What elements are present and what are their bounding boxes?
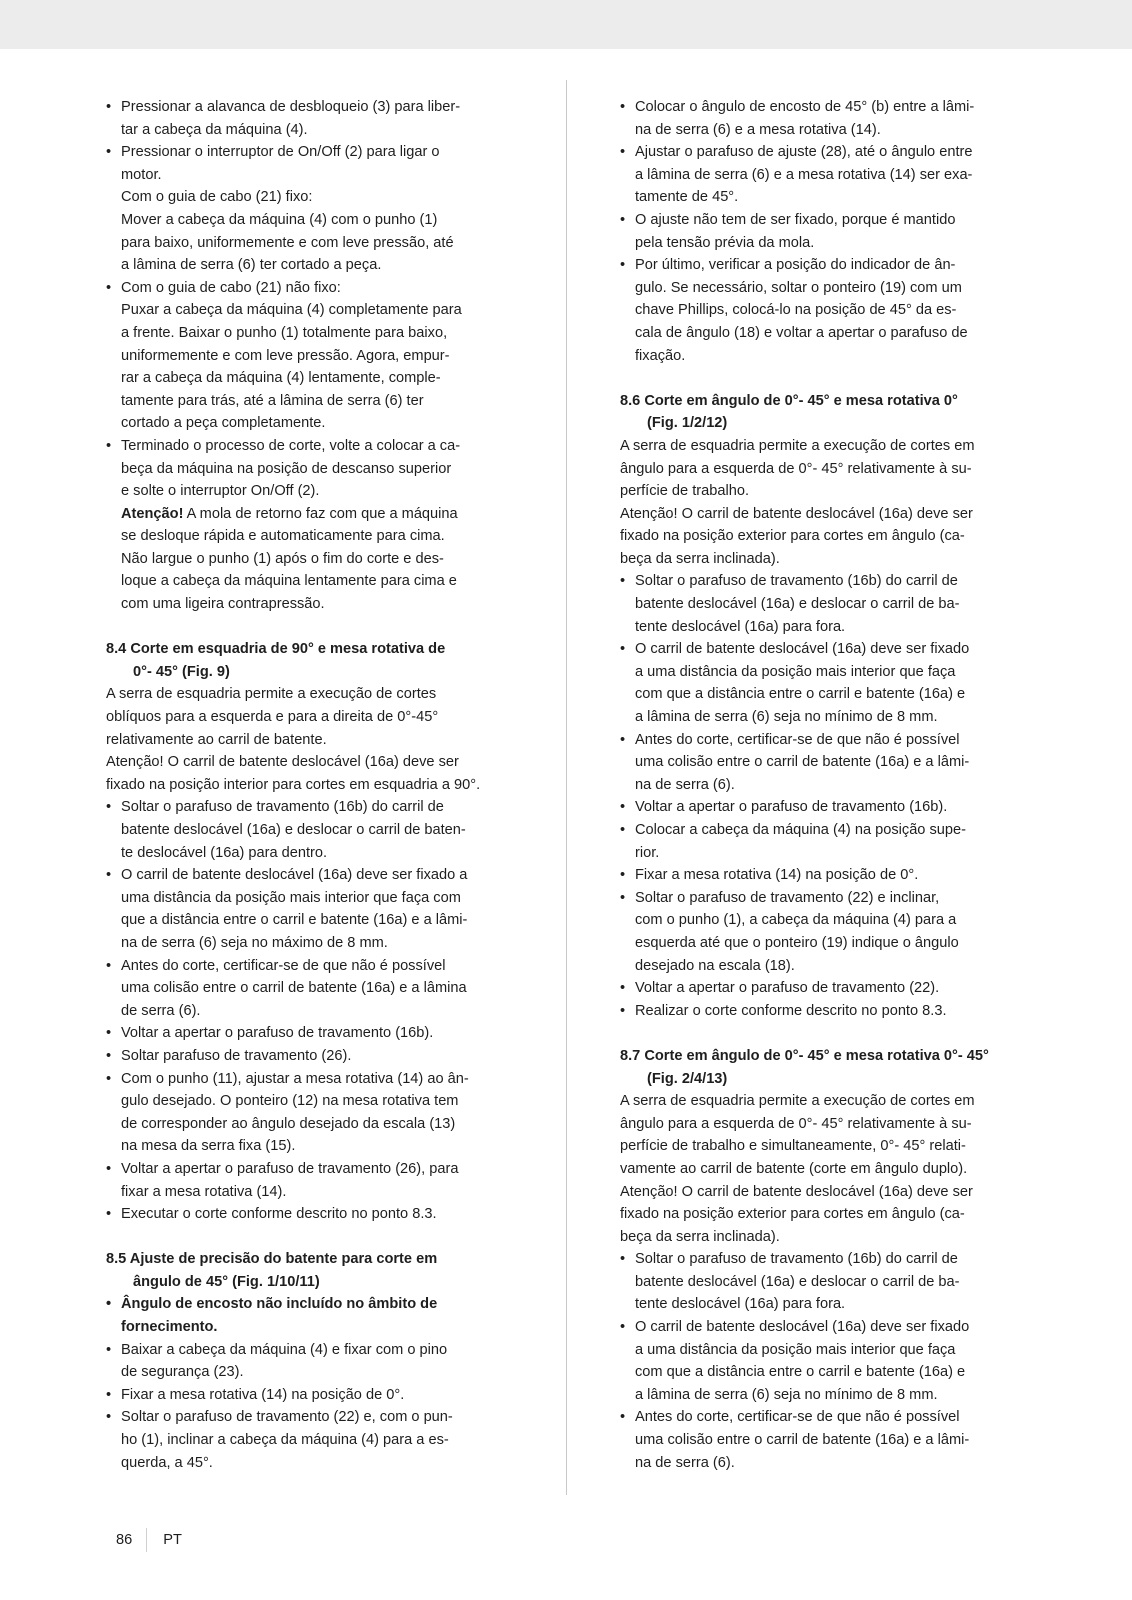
bullet-item: • Colocar o ângulo de encosto de 45° (b) entre a lâmi- [620, 96, 1030, 119]
section-heading: 8.5 Ajuste de precisão do batente para corte em [106, 1251, 438, 1268]
bullet-item: • Soltar parafuso de travamento (26). [106, 1045, 516, 1068]
bullet-item: • Executar o corte conforme descrito no ponto 8.3. [106, 1203, 516, 1226]
bullet-continuation: cortado a peça completamente. [121, 415, 326, 432]
bullet-continuation: gulo. Se necessário, soltar o ponteiro (19) com um [635, 279, 962, 296]
paragraph-line: beça da serra inclinada). [620, 550, 780, 567]
bullet-continuation: uma colisão entre o carril de batente (16a) e a lâmi- [635, 754, 970, 771]
bullet-continuation: gulo desejado. O ponteiro (12) na mesa rotativa tem [121, 1093, 459, 1110]
page-footer [116, 1528, 182, 1552]
section-heading-continuation: 0°- 45° (Fig. 9) [133, 663, 230, 680]
bullet-item: • O carril de batente deslocável (16a) deve ser fixado a [106, 864, 516, 887]
paragraph-line: A serra de esquadria permite a execução de cortes em [620, 1093, 975, 1110]
warning-label: Atenção! [121, 505, 184, 522]
column-divider [566, 80, 567, 1495]
bullet-continuation: Puxar a cabeça da máquina (4) completamente para [121, 302, 462, 319]
bullet-continuation: com que a distância entre o carril e batente (16a) e [635, 1364, 966, 1381]
bullet-continuation: batente deslocável (16a) e deslocar o carril de ba- [635, 596, 960, 613]
bullet-item: • Ajustar o parafuso de ajuste (28), até o ângulo entre [620, 141, 1030, 164]
paragraph-line: Atenção! O carril de batente deslocável (16a) deve ser [106, 754, 459, 771]
paragraph-line: fixado na posição interior para cortes em esquadria a 90°. [106, 776, 481, 793]
bullet-continuation: a frente. Baixar o punho (1) totalmente para baixo, [121, 324, 448, 341]
bullet-item: • Pressionar a alavanca de desbloqueio (3) para liber- [106, 96, 516, 119]
bullet-continuation: batente deslocável (16a) e deslocar o carril de ba- [635, 1273, 960, 1290]
bullet-continuation: motor. [121, 166, 162, 183]
bullet-continuation: de corresponder ao ângulo desejado da escala (13) [121, 1115, 456, 1132]
left-column [106, 96, 516, 1474]
bullet-continuation-bold: fornecimento. [121, 1319, 218, 1336]
bullet-item: • O ajuste não tem de ser fixado, porque é mantido [620, 209, 1030, 232]
bullet-item: • Realizar o corte conforme descrito no ponto 8.3. [620, 1000, 1030, 1023]
bullet-continuation: a lâmina de serra (6) e a mesa rotativa (14) ser exa- [635, 166, 973, 183]
bullet-item: • Antes do corte, certificar-se de que não é possível [106, 955, 516, 978]
paragraph-line: ângulo para a esquerda de 0°- 45° relativamente à su- [620, 460, 972, 477]
bullet-continuation: uniformemente e com leve pressão. Agora, empur- [121, 347, 450, 364]
bullet-item: • Colocar a cabeça da máquina (4) na posição supe- [620, 819, 1030, 842]
bullet-item: • Soltar o parafuso de travamento (16b) do carril de [620, 1248, 1030, 1271]
bullet-continuation: cala de ângulo (18) e voltar a apertar o parafuso de [635, 324, 968, 341]
bullet-continuation: com que a distância entre o carril e batente (16a) e [635, 686, 966, 703]
bullet-continuation: desejado na escala (18). [635, 957, 795, 974]
bullet-item: • Com o guia de cabo (21) não fixo: [106, 277, 516, 300]
page-number: 86 [116, 1532, 133, 1548]
bullet-continuation: na mesa da serra fixa (15). [121, 1138, 296, 1155]
bullet-continuation: com uma ligeira contrapressão. [121, 596, 325, 613]
bullet-continuation: Não largue o punho (1) após o fim do corte e des- [121, 550, 444, 567]
bullet-item: • Pressionar o interruptor de On/Off (2) para ligar o [106, 141, 516, 164]
bullet-continuation: uma colisão entre o carril de batente (16a) e a lâmi- [635, 1432, 970, 1449]
bullet-continuation: na de serra (6) seja no máximo de 8 mm. [121, 934, 388, 951]
bullet-item: • Fixar a mesa rotativa (14) na posição de 0°. [106, 1384, 516, 1407]
bullet-continuation: se desloque rápida e automaticamente para cima. [121, 528, 445, 545]
bullet-continuation: tar a cabeça da máquina (4). [121, 121, 308, 138]
bullet-continuation: e solte o interruptor On/Off (2). [121, 483, 320, 500]
bullet-continuation: para baixo, uniformemente e com leve pressão, até [121, 234, 454, 251]
bullet-item: • Antes do corte, certificar-se de que não é possível [620, 1406, 1030, 1429]
section-heading: 8.6 Corte em ângulo de 0°- 45° e mesa rotativa 0° [620, 392, 958, 409]
paragraph-line: A serra de esquadria permite a execução de cortes em [620, 437, 975, 454]
bullet-item: • Por último, verificar a posição do indicador de ân- [620, 254, 1030, 277]
bullet-continuation: chave Phillips, colocá-lo na posição de 45° da es- [635, 302, 957, 319]
bullet-continuation: Mover a cabeça da máquina (4) com o punho (1) [121, 211, 438, 228]
bullet-continuation: na de serra (6) e a mesa rotativa (14). [635, 121, 881, 138]
bullet-continuation: esquerda até que o ponteiro (19) indique o ângulo [635, 934, 959, 951]
bullet-item: • Voltar a apertar o parafuso de travamento (22). [620, 977, 1030, 1000]
top-band [0, 0, 1132, 49]
bullet-continuation: tamente para trás, até a lâmina de serra (6) ter [121, 392, 424, 409]
paragraph-line: A serra de esquadria permite a execução de cortes [106, 686, 437, 703]
paragraph-line: ângulo para a esquerda de 0°- 45° relativamente à su- [620, 1115, 972, 1132]
bullet-item: • Soltar o parafuso de travamento (22) e, com o pun- [106, 1406, 516, 1429]
bullet-continuation: de segurança (23). [121, 1364, 244, 1381]
bullet-item: • Baixar a cabeça da máquina (4) e fixar com o pino [106, 1339, 516, 1362]
bullet-continuation: rior. [635, 844, 660, 861]
bullet-continuation: a lâmina de serra (6) seja no mínimo de 8 mm. [635, 709, 938, 726]
paragraph-line: fixado na posição exterior para cortes em ângulo (ca- [620, 528, 965, 545]
bullet-item: • Terminado o processo de corte, volte a colocar a ca- [106, 435, 516, 458]
section-heading: 8.7 Corte em ângulo de 0°- 45° e mesa rotativa 0°- 45° [620, 1047, 989, 1064]
bullet-continuation: de serra (6). [121, 1002, 201, 1019]
bullet-item: • Voltar a apertar o parafuso de travamento (26), para [106, 1158, 516, 1181]
paragraph-line: fixado na posição exterior para cortes em ângulo (ca- [620, 1206, 965, 1223]
section-heading-continuation: (Fig. 2/4/13) [647, 1070, 728, 1087]
bullet-continuation: pela tensão prévia da mola. [635, 234, 815, 251]
bullet-continuation: fixação. [635, 347, 686, 364]
bullet-continuation: ho (1), inclinar a cabeça da máquina (4) para a es- [121, 1432, 449, 1449]
paragraph-line: beça da serra inclinada). [620, 1228, 780, 1245]
bullet-continuation: rar a cabeça da máquina (4) lentamente, comple- [121, 370, 441, 387]
bullet-item: • Voltar a apertar o parafuso de travamento (16b). [106, 1022, 516, 1045]
bullet-continuation: Com o guia de cabo (21) fixo: [121, 189, 313, 206]
bullet-item: • Soltar o parafuso de travamento (22) e inclinar, [620, 887, 1030, 910]
language-code: PT [163, 1532, 182, 1548]
bullet-item: • Soltar o parafuso de travamento (16b) do carril de [620, 570, 1030, 593]
bullet-continuation: a uma distância da posição mais interior que faça [635, 663, 956, 680]
right-column [620, 96, 1030, 1474]
bullet-item: • O carril de batente deslocável (16a) deve ser fixado [620, 1316, 1030, 1339]
paragraph-line: Atenção! O carril de batente deslocável (16a) deve ser [620, 505, 973, 522]
section-heading: 8.4 Corte em esquadria de 90° e mesa rotativa de [106, 641, 446, 658]
bullet-continuation: a lâmina de serra (6) seja no mínimo de 8 mm. [635, 1386, 938, 1403]
bullet-item: • Com o punho (11), ajustar a mesa rotativa (14) ao ân- [106, 1068, 516, 1091]
paragraph-line: perfície de trabalho e simultaneamente, 0°- 45° relati- [620, 1138, 966, 1155]
paragraph-line: perfície de trabalho. [620, 483, 749, 500]
bullet-item: • Voltar a apertar o parafuso de travamento (16b). [620, 796, 1030, 819]
bullet-continuation: uma distância da posição mais interior que faça com [121, 889, 461, 906]
section-heading-continuation: ângulo de 45° (Fig. 1/10/11) [133, 1273, 320, 1290]
bullet-continuation: que a distância entre o carril e batente (16a) e a lâmi- [121, 912, 468, 929]
section-heading-continuation: (Fig. 1/2/12) [647, 415, 728, 432]
warning-text: A mola de retorno faz com que a máquina [183, 505, 458, 522]
bullet-continuation: fixar a mesa rotativa (14). [121, 1183, 287, 1200]
bullet-continuation: a lâmina de serra (6) ter cortado a peça. [121, 257, 382, 274]
bullet-continuation: na de serra (6). [635, 1454, 735, 1471]
bullet-continuation: a uma distância da posição mais interior que faça [635, 1341, 956, 1358]
bullet-item: • Soltar o parafuso de travamento (16b) do carril de [106, 796, 516, 819]
bullet-continuation: beça da máquina na posição de descanso superior [121, 460, 452, 477]
paragraph-line: vamente ao carril de batente (corte em ângulo duplo). [620, 1160, 968, 1177]
bullet-continuation: batente deslocável (16a) e deslocar o carril de baten- [121, 822, 466, 838]
bullet-continuation: tente deslocável (16a) para fora. [635, 618, 846, 635]
bullet-item-bold: • Ângulo de encosto não incluído no âmbito de [106, 1293, 516, 1316]
bullet-continuation: na de serra (6). [635, 776, 735, 793]
paragraph-line: Atenção! O carril de batente deslocável (16a) deve ser [620, 1183, 973, 1200]
bullet-continuation: loque a cabeça da máquina lentamente para cima e [121, 573, 457, 590]
bullet-item: • Fixar a mesa rotativa (14) na posição de 0°. [620, 864, 1030, 887]
paragraph-line: relativamente ao carril de batente. [106, 731, 327, 748]
bullet-continuation: tente deslocável (16a) para fora. [635, 1296, 846, 1313]
bullet-continuation [106, 503, 516, 526]
bullet-item: • Antes do corte, certificar-se de que não é possível [620, 729, 1030, 752]
bullet-continuation: tamente de 45°. [635, 189, 739, 206]
bullet-item: • O carril de batente deslocável (16a) deve ser fixado [620, 638, 1030, 661]
bullet-continuation: com o punho (1), a cabeça da máquina (4) para a [635, 912, 957, 929]
bullet-continuation: uma colisão entre o carril de batente (16a) e a lâmina [121, 980, 467, 997]
bullet-continuation: querda, a 45°. [121, 1454, 213, 1471]
paragraph-line: oblíquos para a esquerda e para a direita de 0°-45° [106, 709, 439, 726]
bullet-continuation: te deslocável (16a) para dentro. [121, 844, 328, 861]
